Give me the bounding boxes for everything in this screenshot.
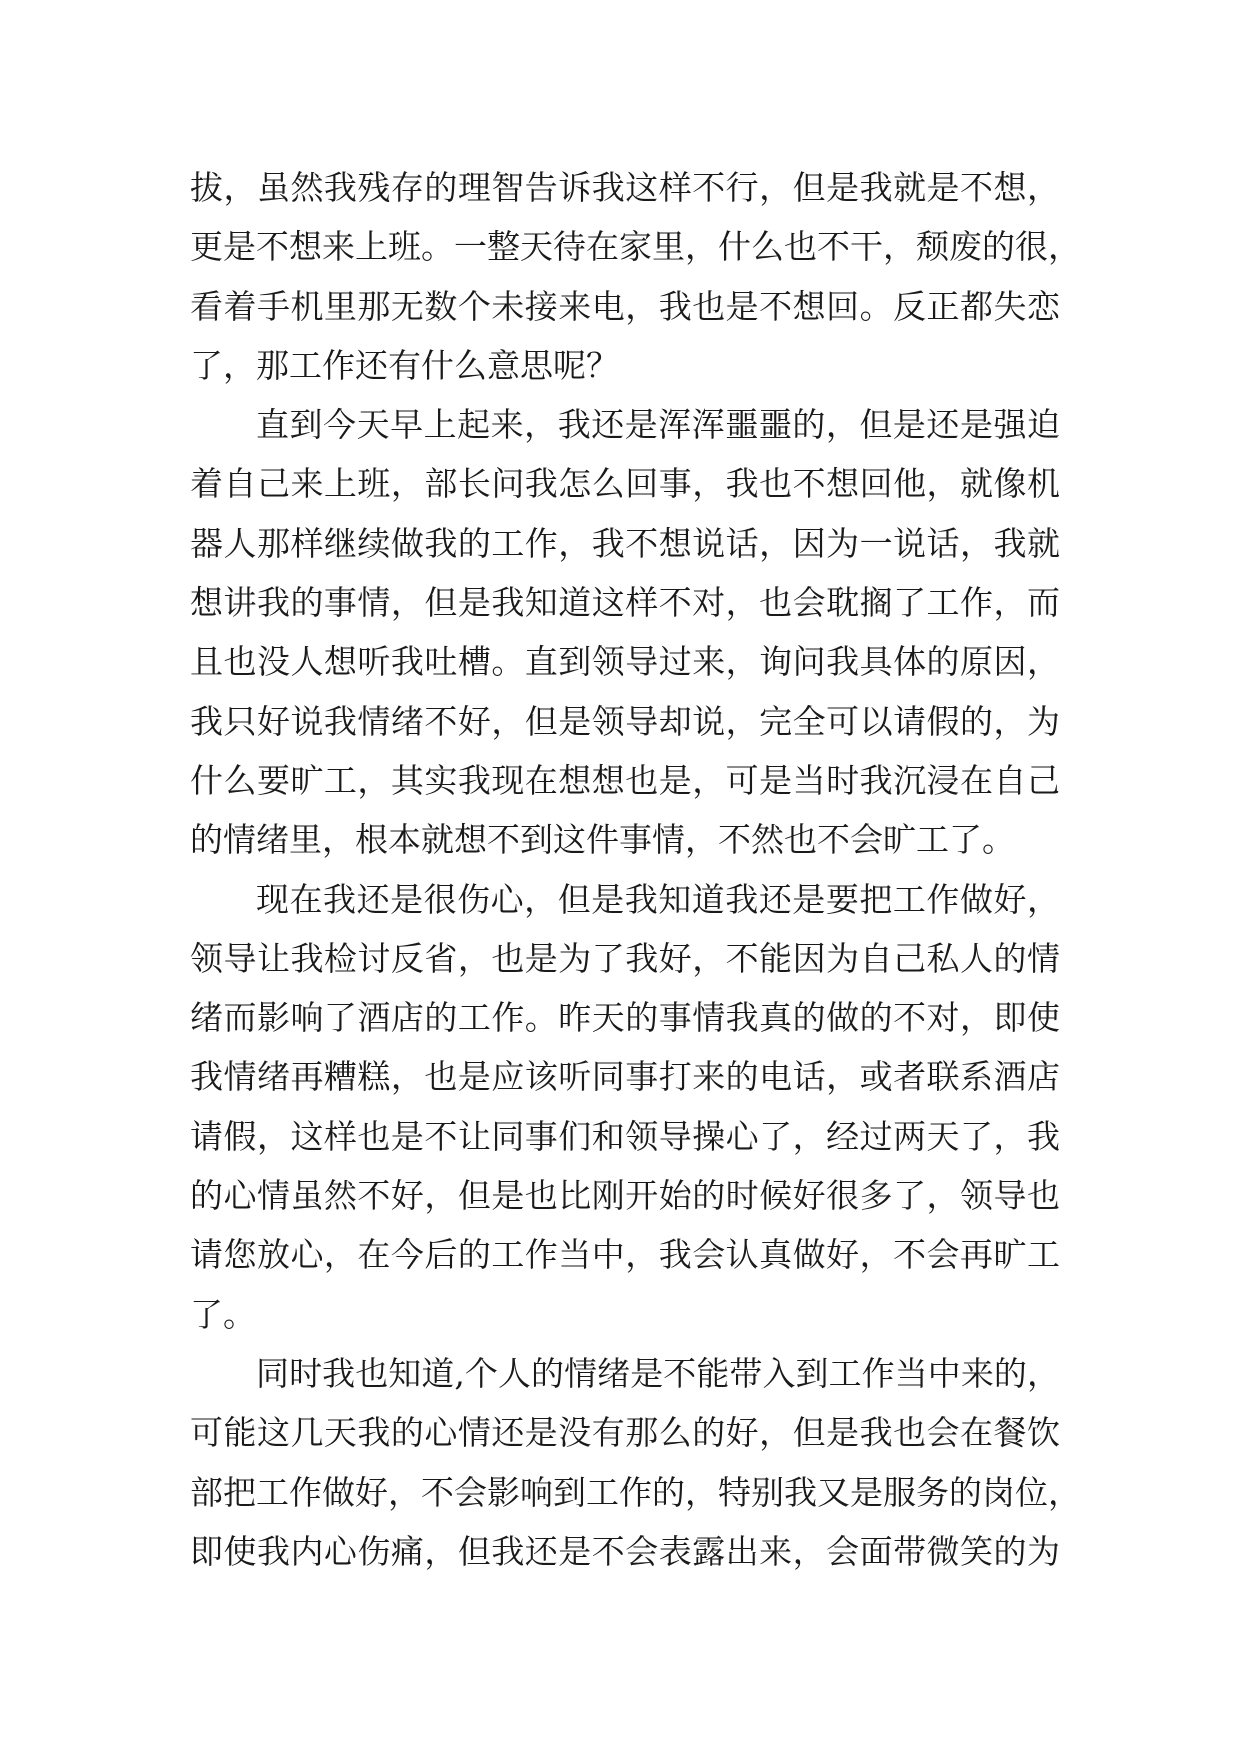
text-line: 了，那工作还有什么意思呢？: [190, 345, 619, 385]
text-line: 我只好说我情绪不好，但是领导却说，完全可以请假的，为: [190, 701, 1060, 741]
text-line: 想讲我的事情，但是我知道这样不对，也会耽搁了工作，而: [190, 583, 1060, 623]
text-line: 即使我内心伤痛，但我还是不会表露出来，会面带微笑的为: [190, 1531, 1060, 1571]
paragraph-first-line: 直到今天早上起来，我还是浑浑噩噩的，但是还是强迫: [256, 405, 1060, 445]
document-body: [190, 158, 1081, 1581]
text-line: 请假，这样也是不让同事们和领导操心了，经过两天了，我: [190, 1116, 1060, 1156]
text-line: 请您放心，在今后的工作当中，我会认真做好，不会再旷工: [190, 1235, 1060, 1275]
text-line: 看着手机里那无数个未接来电，我也是不想回。反正都失恋: [190, 286, 1060, 326]
text-line: 且也没人想听我吐槽。直到领导过来，询问我具体的原因，: [190, 642, 1060, 682]
text-line: 什么要旷工，其实我现在想想也是，可是当时我沉浸在自己: [190, 760, 1060, 800]
paragraph-first-line: 同时我也知道,个人的情绪是不能带入到工作当中来的，: [256, 1353, 1060, 1393]
text-line: 着自己来上班，部长问我怎么回事，我也不想回他，就像机: [190, 464, 1060, 504]
text-line: 部把工作做好，不会影响到工作的，特别我又是服务的岗位，: [190, 1472, 1081, 1512]
text-line: 了。: [190, 1294, 256, 1334]
text-line: 可能这几天我的心情还是没有那么的好，但是我也会在餐饮: [190, 1413, 1060, 1453]
paragraph-first-line: 现在我还是很伤心，但是我知道我还是要把工作做好，: [256, 879, 1060, 919]
text-line: 器人那样继续做我的工作，我不想说话，因为一说话，我就: [190, 523, 1060, 563]
text-line: 的情绪里，根本就想不到这件事情，不然也不会旷工了。: [190, 820, 1015, 860]
text-line: 领导让我检讨反省，也是为了我好，不能因为自己私人的情: [190, 938, 1060, 978]
text-line: 我情绪再糟糕，也是应该听同事打来的电话，或者联系酒店: [190, 1057, 1060, 1097]
text-line: 拔，虽然我残存的理智告诉我这样不行，但是我就是不想，: [190, 168, 1060, 207]
text-line: 绪而影响了酒店的工作。昨天的事情我真的做的不对，即使: [190, 998, 1060, 1038]
text-line: 的心情虽然不好，但是也比刚开始的时候好很多了，领导也: [190, 1176, 1060, 1216]
text-line: 更是不想来上班。一整天待在家里，什么也不干，颓废的很，: [190, 227, 1081, 267]
